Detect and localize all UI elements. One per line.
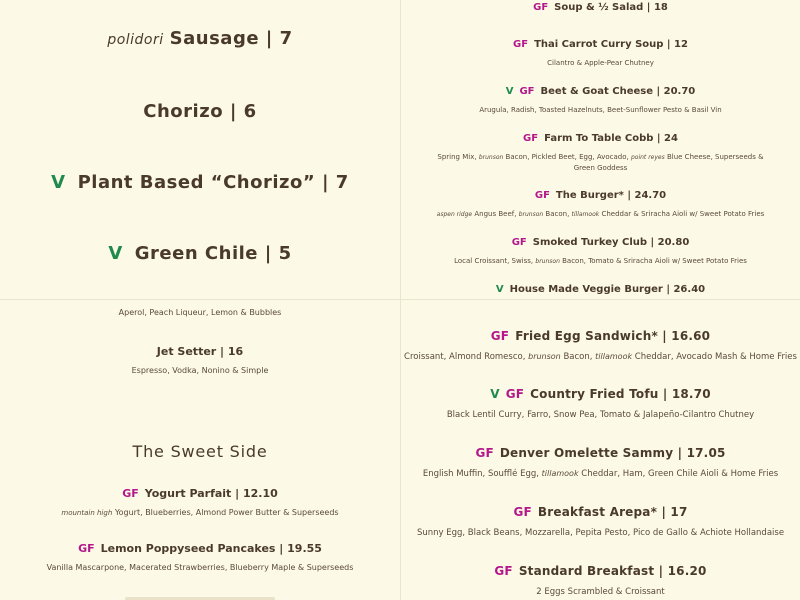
item-description — [401, 209, 800, 220]
menu-item-cobb — [401, 133, 800, 173]
menu-item-aperol — [0, 308, 400, 317]
item-title — [0, 542, 400, 555]
gf-badge: GF — [122, 487, 139, 500]
drinks-panel — [0, 300, 400, 600]
item-title — [401, 505, 800, 519]
item-description: Vanilla Mascarpone, Macerated Strawberries, Blueberry Maple & Superseeds — [46, 563, 354, 572]
brand-name: point reyes — [630, 154, 665, 161]
item-title — [401, 237, 800, 248]
gf-badge: GF — [533, 2, 549, 13]
item-name: The Burger* | 24.70 — [555, 190, 667, 201]
item-name: Denver Omelette Sammy | 17.05 — [499, 446, 726, 460]
item-name: Farm To Table Cobb | 24 — [544, 133, 678, 144]
desc-text: Cheddar & Sriracha Aioli w/ Sweet Potato Fries — [601, 210, 765, 218]
desc-text: Bacon, Tomato & Sriracha Aioli w/ Sweet Potato Fries — [562, 257, 747, 265]
gf-badge: GF — [475, 446, 494, 460]
item-description: Arugula, Radish, Toasted Hazelnuts, Beet-Sunflower Pesto & Basil Vin — [479, 106, 722, 114]
gf-badge: GF — [523, 133, 539, 144]
item-title — [401, 133, 800, 144]
item-description — [401, 352, 800, 362]
item-title — [401, 2, 800, 13]
desc-text: Croissant, Almond Romesco, — [404, 352, 526, 362]
desc-text: Cheddar, Avocado Mash & Home Fries — [634, 352, 797, 362]
lunch-panel — [401, 0, 800, 299]
horizontal-divider — [0, 299, 800, 300]
item-description: Aperol, Peach Liqueur, Lemon & Bubbles — [118, 308, 282, 317]
cutoff-title — [0, 300, 400, 303]
item-name: Smoked Turkey Club | 20.80 — [532, 237, 690, 248]
brand-name: brunson — [528, 352, 561, 361]
item-title — [401, 86, 800, 97]
menu-item-plant-chorizo — [0, 172, 400, 193]
menu-item-carrot-soup — [401, 39, 800, 68]
item-title — [401, 329, 800, 343]
item-description: Espresso, Vodka, Nonino & Simple — [131, 366, 269, 375]
section-title: The Sweet Side — [132, 442, 268, 461]
item-title — [401, 387, 800, 401]
brand-name: brunson — [478, 154, 504, 161]
desc-text: Cheddar, Ham, Green Chile Aioli & Home Fries — [581, 469, 779, 479]
desc-text: Bacon, — [545, 210, 570, 218]
brand-name: brunson — [535, 258, 560, 265]
item-title — [401, 39, 800, 50]
item-title: Jet Setter | 16 — [156, 345, 244, 358]
desc-text: English Muffin, Soufflé Egg, — [422, 469, 539, 479]
desc-text: Bacon, — [563, 352, 593, 362]
breakfast-panel — [401, 300, 800, 600]
vegan-badge: V — [505, 86, 514, 97]
item-title: Green Chile | 5 — [134, 243, 292, 264]
gf-badge: GF — [519, 86, 535, 97]
item-description: Black Lentil Curry, Farro, Snow Pea, Tomato & Jalapeño-Cilantro Chutney — [446, 410, 755, 420]
menu-item-jet-setter — [0, 345, 400, 375]
item-title: Plant Based “Chorizo” | 7 — [77, 172, 349, 193]
item-description — [0, 508, 400, 517]
item-description — [401, 152, 800, 173]
item-name: Country Fried Tofu | 18.70 — [530, 387, 711, 401]
brand-name: mountain high — [61, 509, 113, 517]
gf-badge: GF — [534, 190, 550, 201]
menu-item-sausage — [0, 28, 400, 49]
item-name: Thai Carrot Curry Soup | 12 — [534, 39, 688, 50]
gf-badge: GF — [490, 329, 510, 343]
desc-text: Spring Mix, — [437, 153, 477, 161]
item-title: Sausage | 7 — [169, 28, 293, 49]
item-name: Yogurt Parfait | 12.10 — [144, 487, 278, 500]
item-title — [401, 446, 800, 460]
item-name: Breakfast Arepa* | 17 — [537, 505, 688, 519]
vertical-divider — [400, 0, 401, 600]
menu-item-green-chile — [0, 243, 400, 264]
brand-name: brunson — [518, 211, 544, 218]
item-name: Beet & Goat Cheese | 20.70 — [540, 86, 696, 97]
menu-item-denver-omelette — [401, 446, 800, 479]
gf-badge: GF — [494, 564, 513, 578]
item-name: House Made Veggie Burger | 26.40 — [509, 284, 706, 295]
item-description: Cilantro & Apple-Pear Chutney — [547, 59, 654, 67]
menu-item-soup-salad — [401, 2, 800, 13]
vegan-badge: V — [108, 243, 123, 264]
item-description — [401, 469, 800, 479]
item-name: Lemon Poppyseed Pancakes | 19.55 — [100, 542, 322, 555]
gf-badge: GF — [505, 387, 525, 401]
item-title — [0, 487, 400, 500]
vegan-badge: V — [51, 172, 66, 193]
menu-item-pancakes — [0, 542, 400, 572]
desc-text: Local Croissant, Swiss, — [454, 257, 534, 265]
menu-item-fried-egg-sandwich — [401, 329, 800, 362]
brand-name: aspen ridge — [436, 211, 473, 218]
desc-text: Yogurt, Blueberries, Almond Power Butter & Superseeds — [114, 508, 339, 517]
gf-badge: GF — [511, 237, 527, 248]
menu-item-standard-breakfast — [401, 564, 800, 597]
menu-item-veggie-burger — [401, 284, 800, 295]
item-title — [401, 284, 800, 295]
menu-item-chorizo — [0, 101, 400, 122]
menu-item-beet-goat — [401, 86, 800, 115]
gf-badge: GF — [513, 39, 529, 50]
menu-item-yogurt-parfait — [0, 487, 400, 517]
menu-item-burger — [401, 190, 800, 220]
desc-text: Angus Beef, — [474, 210, 517, 218]
item-title: Chorizo | 6 — [143, 101, 257, 122]
menu-item-country-fried-tofu — [401, 387, 800, 420]
brand-name: tillamook — [595, 352, 633, 361]
item-description — [401, 256, 800, 267]
brand-name: polidori — [107, 32, 164, 48]
item-description: Sunny Egg, Black Beans, Mozzarella, Pepita Pesto, Pico de Gallo & Achiote Hollandaise — [416, 528, 785, 538]
menu-item-breakfast-arepa — [401, 505, 800, 538]
item-name: Fried Egg Sandwich* | 16.60 — [515, 329, 711, 343]
vegan-badge: V — [495, 284, 504, 295]
item-name: Standard Breakfast | 16.20 — [518, 564, 707, 578]
item-title — [401, 564, 800, 578]
gf-badge: GF — [513, 505, 532, 519]
desc-text: Blue Cheese, Superseeds & Green Goddess — [573, 153, 764, 172]
item-description: 2 Eggs Scrambled & Croissant — [536, 587, 665, 597]
brand-name: tillamook — [541, 469, 579, 478]
gf-badge: GF — [78, 542, 95, 555]
item-name: Soup & ½ Salad | 18 — [554, 2, 668, 13]
item-title — [401, 190, 800, 201]
sausage-panel — [0, 0, 400, 299]
brand-name: tillamook — [571, 211, 600, 218]
desc-text: Bacon, Pickled Beet, Egg, Avocado, — [505, 153, 629, 161]
menu-item-turkey-club — [401, 237, 800, 267]
vegan-badge: V — [490, 387, 500, 401]
